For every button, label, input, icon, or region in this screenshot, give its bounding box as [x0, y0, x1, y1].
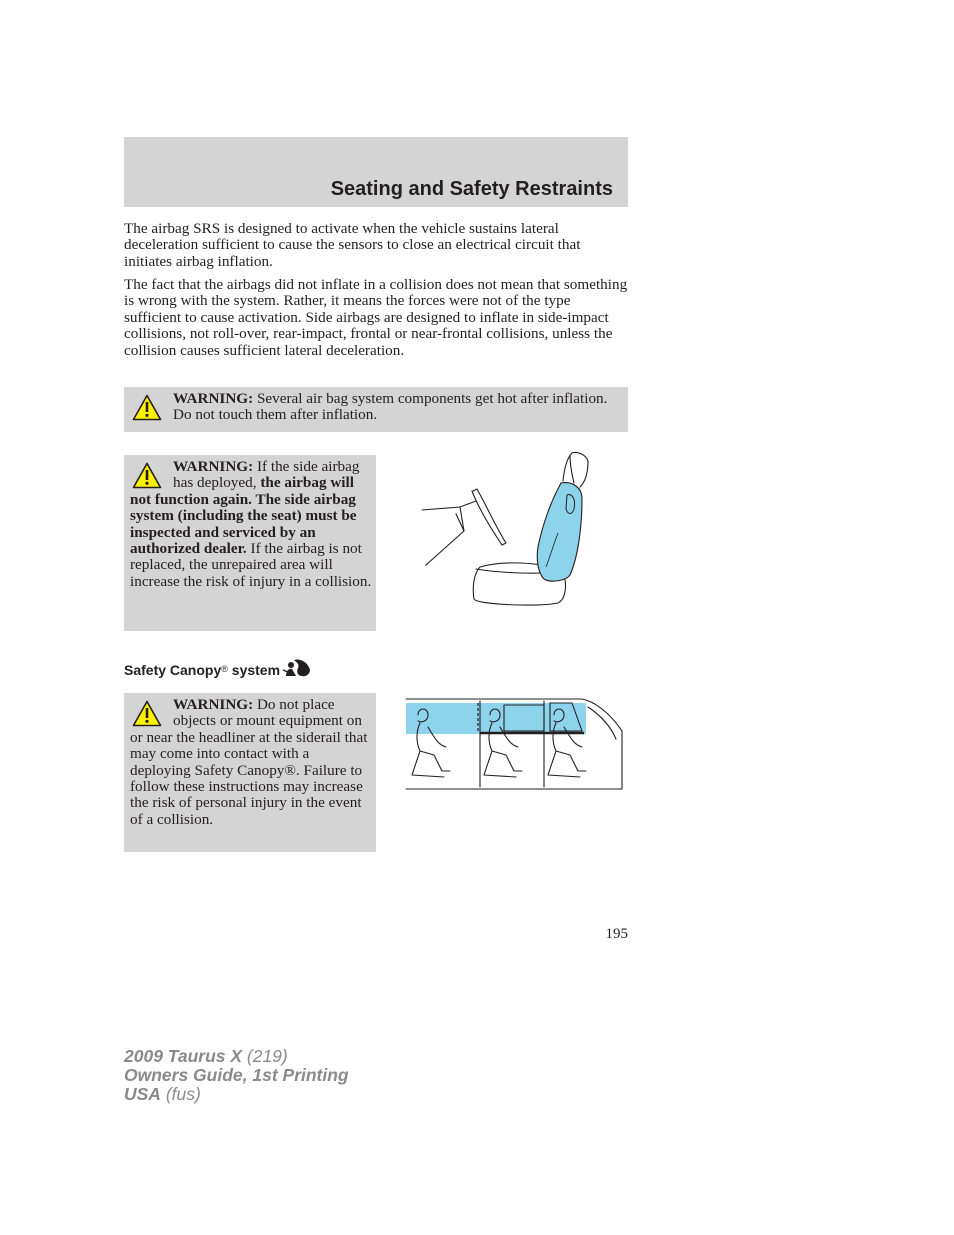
warning-text: If the airbag is not replaced, the unrepaired area will increase the risk of injury in a collision. — [130, 540, 372, 590]
footer-model: 2009 Taurus X — [124, 1046, 243, 1066]
warning-label: WARNING: — [173, 458, 254, 475]
footer-model-code: (219) — [242, 1046, 288, 1066]
safety-canopy-icon — [282, 658, 312, 678]
seat-side-airbag-illustration — [420, 447, 595, 610]
safety-canopy-vehicle-illustration — [398, 697, 628, 791]
document-footer — [124, 1047, 349, 1104]
warning-text: Several air bag system components get hot after inflation. Do not touch them after inflation. — [173, 390, 608, 424]
footer-market: USA — [124, 1084, 161, 1104]
footer-guide: Owners Guide, 1st Printing — [124, 1065, 349, 1085]
safety-canopy-subheading — [124, 658, 312, 678]
subheading-suffix: system — [227, 662, 281, 678]
paragraph-airbag-inflation: The fact that the airbags did not inflate in a collision does not mean that something is wrong with the system. Rather, it means the forces were not of the type sufficient to cause activation. Side airbags are designed to inflate in side-impact collisions, not roll-over, rear-impact, frontal or near-frontal collisions, unless the collision causes sufficient lateral deceleration. — [124, 276, 628, 359]
warning-emphasis: the airbag will not function again. The side airbag system (including the seat) must be inspected and serviced by an authorized dealer. — [130, 474, 357, 558]
header-band — [124, 137, 628, 207]
section-title: Seating and Safety Restraints — [330, 178, 613, 200]
warning-label: WARNING: — [173, 696, 254, 713]
registered-mark: ® — [221, 664, 228, 674]
warning-label: WARNING: — [173, 390, 254, 407]
warning-text: Do not place objects or mount equipment on or near the headliner at the siderail that may come into contact with a deploying Safety Canopy®. Failure to follow these instructions may increase the risk of personal injury in the event of a collision. — [130, 696, 368, 828]
warning-box-side-airbag-deployed — [124, 455, 376, 631]
paragraph-airbag-activation: The airbag SRS is designed to activate when the vehicle sustains lateral deceleration sufficient to cause the sensors to close an electrical circuit that initiates airbag inflation. — [124, 220, 581, 270]
page-number: 195 — [605, 926, 628, 942]
footer-market-code: (fus) — [160, 1084, 201, 1104]
warning-box-hot-components — [124, 387, 628, 432]
warning-box-headliner — [124, 693, 376, 852]
warning-text: If the side airbag has deployed, — [173, 458, 360, 492]
warning-triangle-icon — [132, 394, 162, 421]
subheading-name: Safety Canopy — [124, 662, 222, 678]
